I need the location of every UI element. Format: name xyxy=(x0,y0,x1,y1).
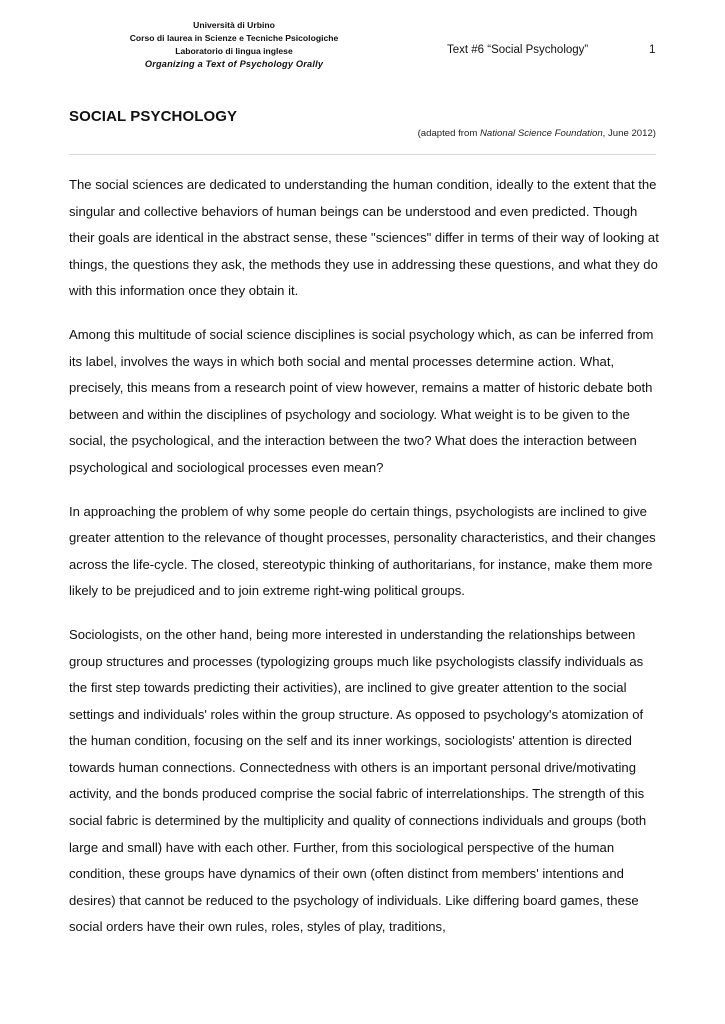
document-title: SOCIAL PSYCHOLOGY xyxy=(69,108,238,125)
paragraph-3: In approaching the problem of why some people do certain things, psychologists are inclined to give greater attention to the relevance of thought processes, personality characteristics, and their changes across the life-cycle. The closed, stereotypic thinking of authoritarians, for instance, make them more likely to be prejudiced and to join extreme right-wing political groups. xyxy=(69,503,656,599)
text-label: Text #6 “Social Psychology” xyxy=(447,44,589,56)
paragraph-4: Sociologists, on the other hand, being more interested in understanding the relationships between group structures and processes (typologizing groups much like psychologists classify individuals as the first step towards predicting their activities), are inclined to give greater attention to the social settings and individuals' roles within the group structure. As opposed to psychology's atomization of the human condition, focusing on the self and its inner workings, sociologists' attention is directed towards human connections. Connectedness with others is an important personal drive/motivating activity, and the bonds produced comprise the social fabric of interrelationships. The strength of this social fabric is determined by the multiplicity and quality of connections individuals and groups (both large and small) have with each other. Further, from this sociological perspective of the human condition, these groups have dynamics of their own (often distinct from members' intentions and desires) that cannot be reduced to the psychology of individuals. Like differing board games, these social orders have their own rules, roles, styles of play, traditions, xyxy=(69,626,647,935)
course-tagline: Organizing a Text of Psychology Orally xyxy=(144,59,324,69)
institution-header xyxy=(100,19,368,71)
lab-name: Laboratorio di lingua inglese xyxy=(175,46,293,56)
page-number: 1 xyxy=(649,44,656,56)
source-name: National Science Foundation xyxy=(479,128,603,139)
paragraph-2: Among this multitude of social science disciplines is social psychology which, as can be inferred from its label, involves the ways in which both social and mental processes determine action. What, precisely, this means from a research point of view however, remains a matter of historic debate both between and within the disciplines of psychology and sociology. What weight is to be given to the social, the psychological, and the interaction between the two? What does the interaction between psychological and sociological processes even mean? xyxy=(69,326,654,475)
title-divider xyxy=(69,154,656,155)
paragraph-1: The social sciences are dedicated to understanding the human condition, ideally to the extent that the singular and collective behaviors of human beings can be understood and even predicted. Though their goals are identical in the abstract sense, these "sciences" differ in terms of their way of looking at things, the questions they ask, the methods they use in addressing these questions, and what they do with this information once they obtain it. xyxy=(69,177,659,299)
document-body xyxy=(69,172,659,958)
source-attribution xyxy=(418,128,656,139)
course-name: Corso di laurea in Scienze e Tecniche Psicologiche xyxy=(129,33,339,43)
source-suffix: , June 2012) xyxy=(602,128,656,139)
source-prefix: (adapted from xyxy=(417,128,480,139)
university-name: Università di Urbino xyxy=(193,20,275,30)
